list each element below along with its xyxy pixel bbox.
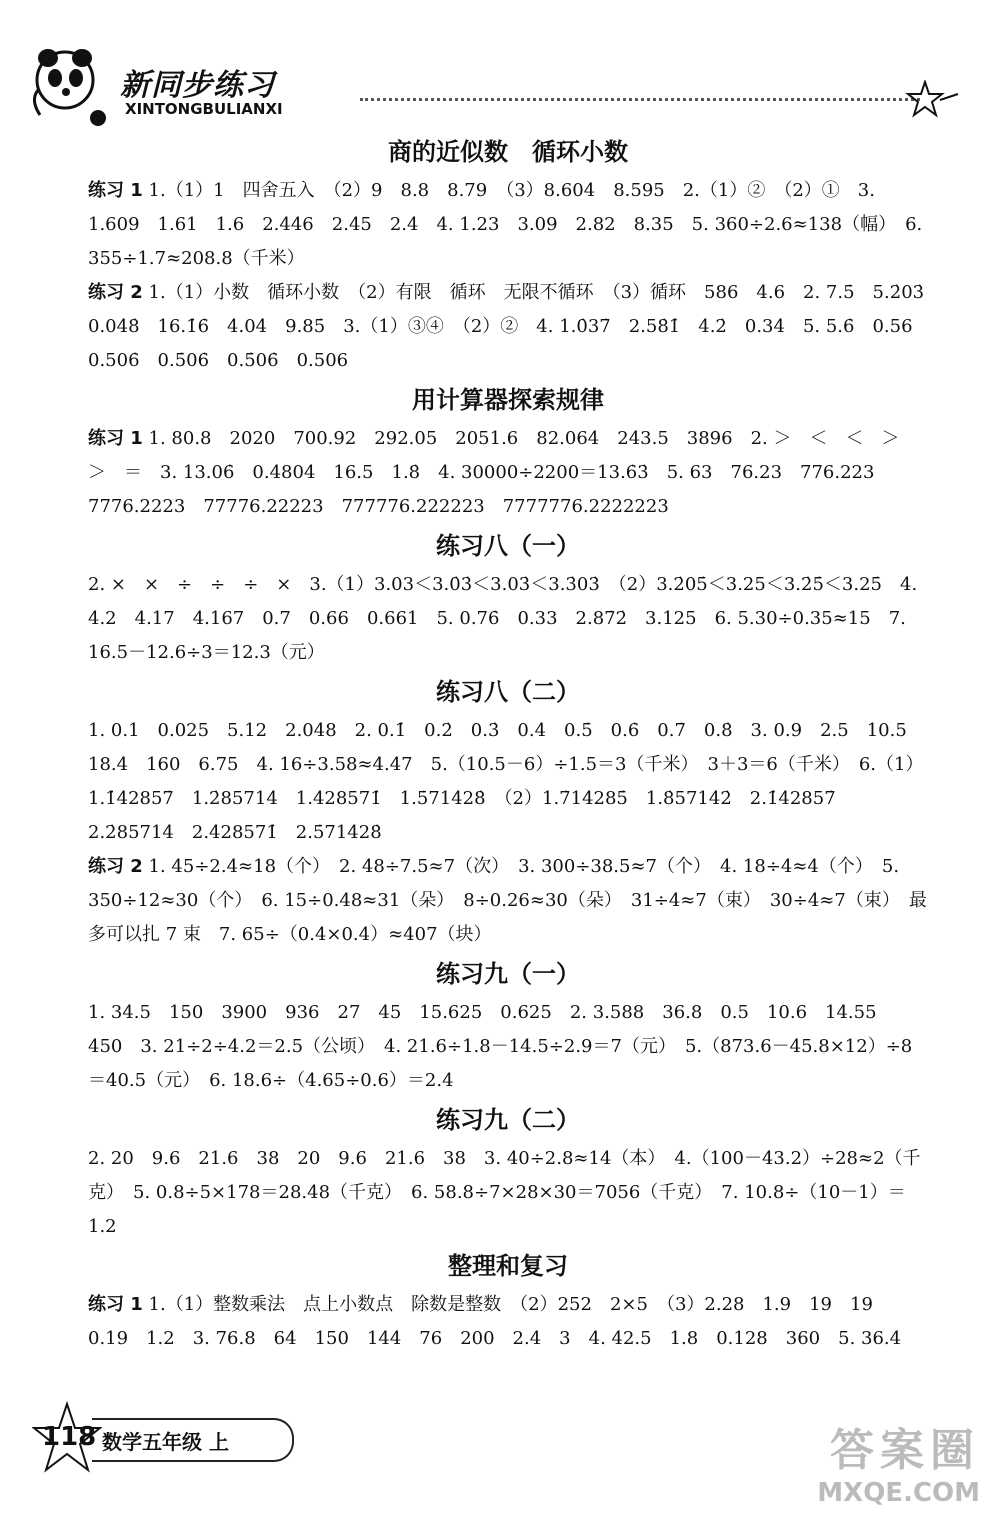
section-title: 整理和复习: [448, 1252, 568, 1280]
brand-title: 新同步练习: [120, 68, 275, 103]
section-title: 练习九（一）: [436, 960, 580, 988]
answer-paragraph: [88, 996, 928, 1098]
answer-text: 1.（1）整数乘法 点上小数点 除数是整数 （2）252 2×5 （3）2.28 1.9 19 19 0.19 1.2 3. 76.8 64 150 144 76 200 2.4 3 4. 42.5 1.8 0.128 360 5. 36.4: [88, 1294, 902, 1349]
answer-text: 1. 34.5 150 3900 936 27 45 15.625 0.625 2. 3.588 36.8 0.5 10.6 14.55 450 3. 21÷2÷4.2＝2.5（公顷） 4. 21.6÷1.8－14.5÷2.9＝7（元） 5.（873.6－45.8×12）÷8＝40.5（元） 6. 18.6÷（4.65÷0.6）＝2.4: [88, 1002, 913, 1091]
answer-paragraph: [88, 714, 928, 850]
watermark-url: MXQE.COM: [817, 1478, 980, 1508]
answer-text: 1. 0.1 0.025 5.12 2.048 2. 0.1̇ 0.2̇ 0.3̇ 0.4̇ 0.5̇ 0.6̇ 0.7̇ 0.8̇ 3. 0.9 2.5 10.5 18.4 160 6.75 4. 16÷3.58≈4.47 5.（10.5－6）÷1.5＝3（千米） 3＋3＝6（千米） 6.（1）1.1̇42857̇ 1.2̇85714̇ 1.4̇28571̇ 1.5̇71428̇ （2）1.7̇14285̇ 1.8̇57142̇ 2.1̇42857̇ 2.2̇85714̇ 2.4̇28571̇ 2.5̇71428̇: [88, 720, 925, 843]
section-title: 练习九（二）: [436, 1106, 580, 1134]
answer-paragraph: [88, 1288, 928, 1356]
section-title: 练习八（一）: [436, 532, 580, 560]
watermark-logo-text: 答案圈: [830, 1425, 980, 1476]
answer-paragraph: [88, 174, 928, 276]
star-icon: [900, 80, 960, 120]
brand-subtitle: XINTONGBULIANXI: [125, 100, 283, 118]
exercise-label: 练习 1: [88, 428, 143, 449]
header-divider: [360, 98, 920, 101]
panda-mascot-icon: [20, 40, 115, 130]
answer-paragraph: [88, 850, 928, 952]
exercise-label: 练习 2: [88, 282, 143, 303]
answer-text: 1. 80.8 2020 700.92 292.05 2051.6 82.064 243.5 3896 2. ＞ ＜ ＜ ＞ ＞ ＝ 3. 13.06̇ 0.4804 16.5 1.8̇ 4. 30000÷2200＝13.6̇3̇ 5. 63 76.23 776.223 7776.2223 77776.22223 777776.222223 7777776.2222223: [88, 428, 918, 517]
answer-text: 2. × × ÷ ÷ ÷ × 3.（1）3.03＜3.0̇3̇＜3.03̇＜3.3̇03̇ （2）3.2̇05̇＜3.25＜3.2̇5̇＜3.25̇ 4. 4.2 4.17 4.167 0.7 0.66 0.661 5. 0.76̇ 0.33 2.87̇2̇ 3.125 6. 5.30÷0.35≈15 7. 16.5－12.6÷3＝12.3（元）: [88, 574, 918, 663]
answer-text: 1.（1）小数 循环小数 （2）有限 循环 无限不循环 （3）循环 586 4.6 2. 7.5̇ 5.2̇03̇ 0.04̇8̇ 16.1̇6̇ 4.04̇ 9.85̇ 3.（1）③④ （2）② 4. 1.0̇37̇ 2.58̇1̇ 4.2̇ 0.34̇ 5. 5.6̇ 0.56 0.506̇ 0.5̇06̇ 0.5̇06̇ 0.506: [88, 282, 943, 371]
answer-paragraph: [88, 568, 928, 670]
page-header: [20, 40, 980, 130]
answer-paragraph: [88, 1142, 928, 1244]
answer-text: 1.（1）1 四舍五入 （2）9 8.8 8.79 （3）8.604 8.595 2.（1）② （2）① 3. 1.609 1.61 1.6 2.446 2.45 2.4 4. 1.23 3.09 2.82 8.35 5. 360÷2.6≈138（幅） 6. 355÷1.7≈208.8（千米）: [88, 180, 923, 269]
exercise-label: 练习 2: [88, 856, 143, 877]
answer-paragraph: [88, 276, 943, 378]
watermark: [817, 1414, 980, 1508]
page-number: 118: [42, 1422, 97, 1452]
book-name: 数学五年级 上: [102, 1430, 229, 1454]
section-title: 用计算器探索规律: [412, 386, 604, 414]
section-title: 练习八（二）: [436, 678, 580, 706]
answer-text: 2. 20 9.6 21.6 38 20 9.6 21.6 38 3. 40÷2.8≈14（本） 4.（100－43.2）÷28≈2（千克） 5. 0.8÷5×178＝28.48（千克） 6. 58.8÷7×28×30＝7056（千克） 7. 10.8÷（10－1）＝1.2: [88, 1148, 921, 1237]
exercise-label: 练习 1: [88, 1294, 143, 1315]
answer-text: 1. 45÷2.4≈18（个） 2. 48÷7.5≈7（次） 3. 300÷38.5≈7（个） 4. 18÷4≈4（个） 5. 350÷12≈30（个） 6. 15÷0.48≈31（朵） 8÷0.26≈30（朵） 31÷4≈7（束） 30÷4≈7（束） 最多可以扎 7 束 7. 65÷（0.4×0.4）≈407（块）: [88, 856, 927, 945]
section-title: 商的近似数 循环小数: [388, 138, 628, 166]
exercise-label: 练习 1: [88, 180, 143, 201]
page-footer: [32, 1400, 332, 1480]
answer-paragraph: [88, 422, 928, 524]
answer-content: [88, 130, 943, 1356]
